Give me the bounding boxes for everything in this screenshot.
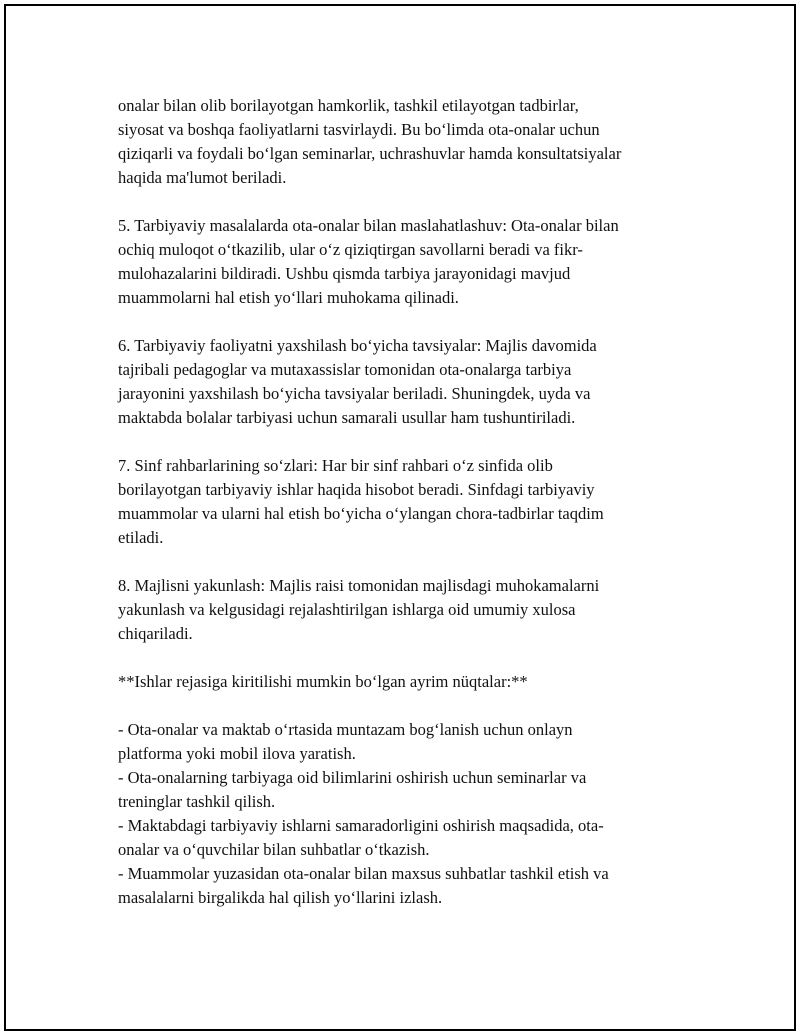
text-line: borilayotgan tarbiyaviy ishlar haqida hisobot beradi. Sinfdagi tarbiyaviy <box>118 480 595 499</box>
bullet-line: treninglar tashkil qilish. <box>118 792 276 811</box>
text-line: yakunlash va kelgusidagi rejalashtirilgan ishlarga oid umumiy xulosa <box>118 600 576 619</box>
text-line: etiladi. <box>118 528 164 547</box>
paragraph-item-5 <box>118 214 684 310</box>
bullet-line: platforma yoki mobil ilova yaratish. <box>118 744 356 763</box>
paragraph-plan-heading <box>118 670 684 694</box>
text-line: chiqariladi. <box>118 624 193 643</box>
text-line: 8. Majlisni yakunlash: Majlis raisi tomonidan majlisdagi muhokamalarni <box>118 576 600 595</box>
bullet-line: onalar va o‘quvchilar bilan suhbatlar o‘tkazish. <box>118 840 430 859</box>
text-line: muammolarni hal etish yo‘llari muhokama qilinadi. <box>118 288 459 307</box>
text-line: siyosat va boshqa faoliyatlarni tasvirlaydi. Bu bo‘limda ota-onalar uchun <box>118 120 600 139</box>
paragraph-plan-bullets <box>118 718 684 910</box>
bullet-line: - Muammolar yuzasidan ota-onalar bilan maxsus suhbatlar tashkil etish va <box>118 864 609 883</box>
paragraph-item-6 <box>118 334 684 430</box>
text-line: ochiq muloqot o‘tkazilib, ular o‘z qiziqtirgan savollarni beradi va fikr- <box>118 240 583 259</box>
text-line: mulohazalarini bildiradi. Ushbu qismda tarbiya jarayonidagi mavjud <box>118 264 571 283</box>
text-line: jarayonini yaxshilash bo‘yicha tavsiyalar beriladi. Shuningdek, uyda va <box>118 384 591 403</box>
text-line: muammolar va ularni hal etish bo‘yicha o‘ylangan chora-tadbirlar taqdim <box>118 504 604 523</box>
bullet-line: - Maktabdagi tarbiyaviy ishlarni samaradorligini oshirish maqsadida, ota- <box>118 816 604 835</box>
text-line: tajribali pedagoglar va mutaxassislar tomonidan ota-onalarga tarbiya <box>118 360 572 379</box>
text-line: qiziqarli va foydali bo‘lgan seminarlar, uchrashuvlar hamda konsultatsiyalar <box>118 144 622 163</box>
section-heading: **Ishlar rejasiga kiritilishi mumkin bo‘lgan ayrim nüqtalar:** <box>118 672 528 691</box>
paragraph-item-8 <box>118 574 684 646</box>
paragraph-intro-continued <box>118 94 684 190</box>
document-body <box>118 94 684 910</box>
paragraph-item-7 <box>118 454 684 550</box>
bullet-line: masalalarni birgalikda hal qilish yo‘llarini izlash. <box>118 888 443 907</box>
bullet-line: - Ota-onalarning tarbiyaga oid bilimlarini oshirish uchun seminarlar va <box>118 768 587 787</box>
text-line: 7. Sinf rahbarlarining so‘zlari: Har bir sinf rahbari o‘z sinfida olib <box>118 456 553 475</box>
text-line: maktabda bolalar tarbiyasi uchun samarali usullar ham tushuntiriladi. <box>118 408 576 427</box>
bullet-line: - Ota-onalar va maktab o‘rtasida muntazam bog‘lanish uchun onlayn <box>118 720 573 739</box>
text-line: haqida ma'lumot beriladi. <box>118 168 287 187</box>
text-line: onalar bilan olib borilayotgan hamkorlik, tashkil etilayotgan tadbirlar, <box>118 96 579 115</box>
text-line: 6. Tarbiyaviy faoliyatni yaxshilash bo‘yicha tavsiyalar: Majlis davomida <box>118 336 597 355</box>
text-line: 5. Tarbiyaviy masalalarda ota-onalar bilan maslahatlashuv: Ota-onalar bilan <box>118 216 619 235</box>
